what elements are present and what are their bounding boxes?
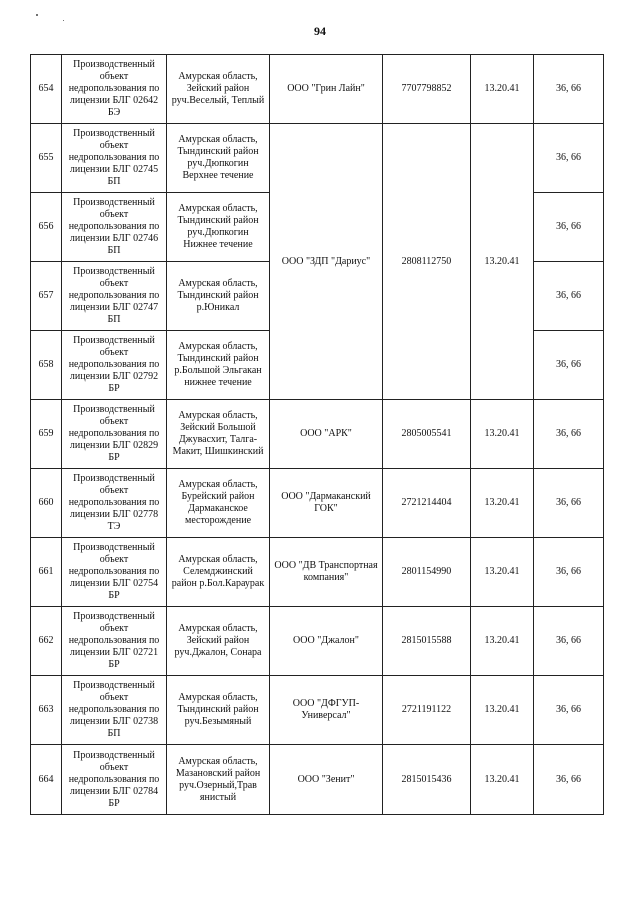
- scan-speck: [36, 14, 38, 16]
- company-cell: ООО "Дармаканский ГОК": [270, 469, 383, 538]
- object-cell: Производственный объект недропользования по лицензии БЛГ 02745 БП: [62, 124, 167, 193]
- location-cell: Амурская область, Тындинский район р.Юникал: [167, 262, 270, 331]
- table-row: [31, 538, 604, 607]
- okved-cell-merged: 13.20.41: [471, 124, 534, 400]
- company-cell-merged: ООО "ЗДП "Дариус": [270, 124, 383, 400]
- okved-cell: 13.20.41: [471, 538, 534, 607]
- code-cell: 36, 66: [534, 607, 604, 676]
- code-cell: 36, 66: [534, 538, 604, 607]
- location-cell: Амурская область, Бурейский район Дармаканское месторождение: [167, 469, 270, 538]
- row-number: 654: [31, 55, 62, 124]
- code-cell: 36, 66: [534, 745, 604, 815]
- object-cell: Производственный объект недропользования по лицензии БЛГ 02829 БР: [62, 400, 167, 469]
- code-cell: 36, 66: [534, 400, 604, 469]
- row-number: 657: [31, 262, 62, 331]
- company-cell: ООО "ДВ Транспортная компания": [270, 538, 383, 607]
- object-cell: Производственный объект недропользования по лицензии БЛГ 02754 БР: [62, 538, 167, 607]
- code-cell: 36, 66: [534, 262, 604, 331]
- location-cell: Амурская область, Тындинский район руч.Дюпкогин Верхнее течение: [167, 124, 270, 193]
- row-number: 661: [31, 538, 62, 607]
- table-row: [31, 745, 604, 815]
- okved-cell: 13.20.41: [471, 676, 534, 745]
- code-cell: 36, 66: [534, 469, 604, 538]
- object-cell: Производственный объект недропользования по лицензии БЛГ 02792 БР: [62, 331, 167, 400]
- code-cell: 36, 66: [534, 676, 604, 745]
- table-row: [31, 676, 604, 745]
- code-cell: 36, 66: [534, 193, 604, 262]
- location-cell: Амурская область, Мазановский район руч.Озерный,Трав янистый: [167, 745, 270, 815]
- table-row: [31, 400, 604, 469]
- row-number: 655: [31, 124, 62, 193]
- okved-cell: 13.20.41: [471, 400, 534, 469]
- table-row: [31, 55, 604, 124]
- page-number: 94: [314, 24, 326, 38]
- okved-cell: 13.20.41: [471, 469, 534, 538]
- inn-cell-merged: 2808112750: [383, 124, 471, 400]
- location-cell: Амурская область, Тындинский район руч.Безымяный: [167, 676, 270, 745]
- location-cell: Амурская область, Селемджинский район р.Бол.Караурак: [167, 538, 270, 607]
- object-cell: Производственный объект недропользования по лицензии БЛГ 02721 БР: [62, 607, 167, 676]
- inn-cell: 2805005541: [383, 400, 471, 469]
- code-cell: 36, 66: [534, 331, 604, 400]
- location-cell: Амурская область, Зейский район руч.Веселый, Теплый: [167, 55, 270, 124]
- row-number: 663: [31, 676, 62, 745]
- okved-cell: 13.20.41: [471, 55, 534, 124]
- company-cell: ООО "Грин Лайн": [270, 55, 383, 124]
- row-number: 664: [31, 745, 62, 815]
- object-cell: Производственный объект недропользования по лицензии БЛГ 02746 БП: [62, 193, 167, 262]
- object-cell: Производственный объект недропользования по лицензии БЛГ 02642 БЭ: [62, 55, 167, 124]
- okved-cell: 13.20.41: [471, 607, 534, 676]
- company-cell: ООО "АРК": [270, 400, 383, 469]
- inn-cell: 7707798852: [383, 55, 471, 124]
- registry-table: [30, 54, 604, 815]
- table-row: [31, 124, 604, 193]
- table-row: [31, 607, 604, 676]
- okved-cell: 13.20.41: [471, 745, 534, 815]
- company-cell: ООО "Зенит": [270, 745, 383, 815]
- object-cell: Производственный объект недропользования по лицензии БЛГ 02784 БР: [62, 745, 167, 815]
- code-cell: 36, 66: [534, 124, 604, 193]
- table-row: [31, 469, 604, 538]
- location-cell: Амурская область, Тындинский район руч.Дюпкогин Нижнее течение: [167, 193, 270, 262]
- code-cell: 36, 66: [534, 55, 604, 124]
- location-cell: Амурская область, Зейский Большой Джувасхит, Талга-Макит, Шишкинский: [167, 400, 270, 469]
- row-number: 662: [31, 607, 62, 676]
- row-number: 660: [31, 469, 62, 538]
- object-cell: Производственный объект недропользования по лицензии БЛГ 02778 ТЭ: [62, 469, 167, 538]
- location-cell: Амурская область, Тындинский район р.Большой Эльгакан нижнее течение: [167, 331, 270, 400]
- row-number: 659: [31, 400, 62, 469]
- object-cell: Производственный объект недропользования по лицензии БЛГ 02747 БП: [62, 262, 167, 331]
- inn-cell: 2815015436: [383, 745, 471, 815]
- scan-speck: [63, 20, 64, 21]
- company-cell: ООО "ДФГУП-Универсал": [270, 676, 383, 745]
- inn-cell: 2721214404: [383, 469, 471, 538]
- inn-cell: 2815015588: [383, 607, 471, 676]
- object-cell: Производственный объект недропользования по лицензии БЛГ 02738 БП: [62, 676, 167, 745]
- inn-cell: 2721191122: [383, 676, 471, 745]
- company-cell: ООО "Джалон": [270, 607, 383, 676]
- location-cell: Амурская область, Зейский район руч.Джалон, Сонара: [167, 607, 270, 676]
- row-number: 658: [31, 331, 62, 400]
- inn-cell: 2801154990: [383, 538, 471, 607]
- row-number: 656: [31, 193, 62, 262]
